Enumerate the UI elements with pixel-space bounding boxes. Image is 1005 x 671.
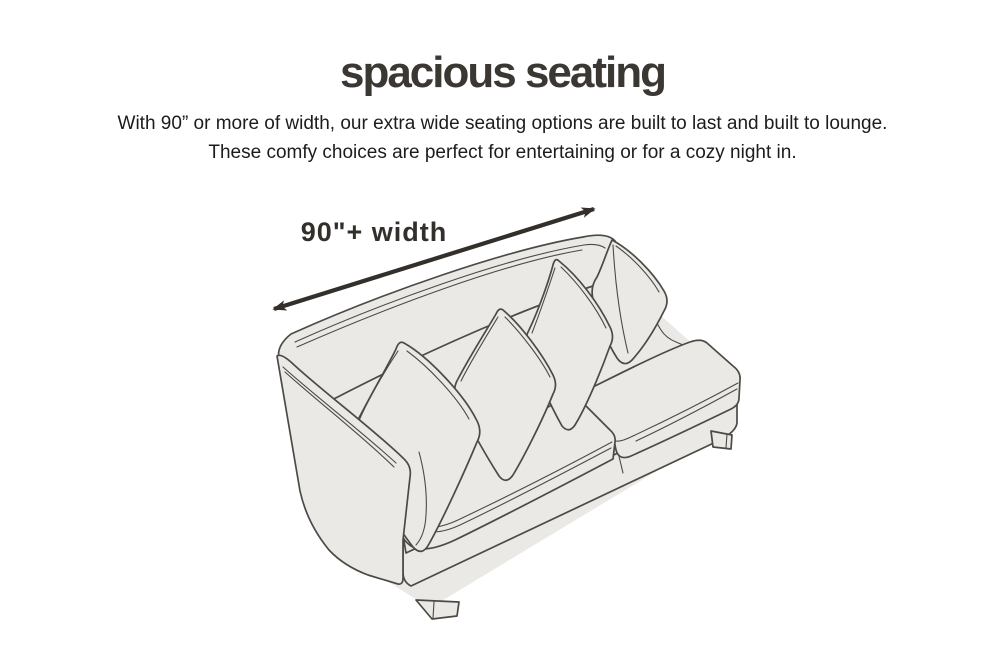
dimension-label: 90"+ width <box>300 217 448 247</box>
subtitle-line-2: These comfy choices are perfect for entertaining or for a cozy night in. <box>208 142 797 163</box>
page-title: spacious seating <box>339 48 665 97</box>
sofa-foot-front <box>416 600 459 619</box>
sofa-foot-right <box>711 431 732 449</box>
subtitle-line-1: With 90” or more of width, our extra wide seating options are built to last and built to lounge. <box>117 113 888 134</box>
sofa-illustration <box>277 235 740 619</box>
